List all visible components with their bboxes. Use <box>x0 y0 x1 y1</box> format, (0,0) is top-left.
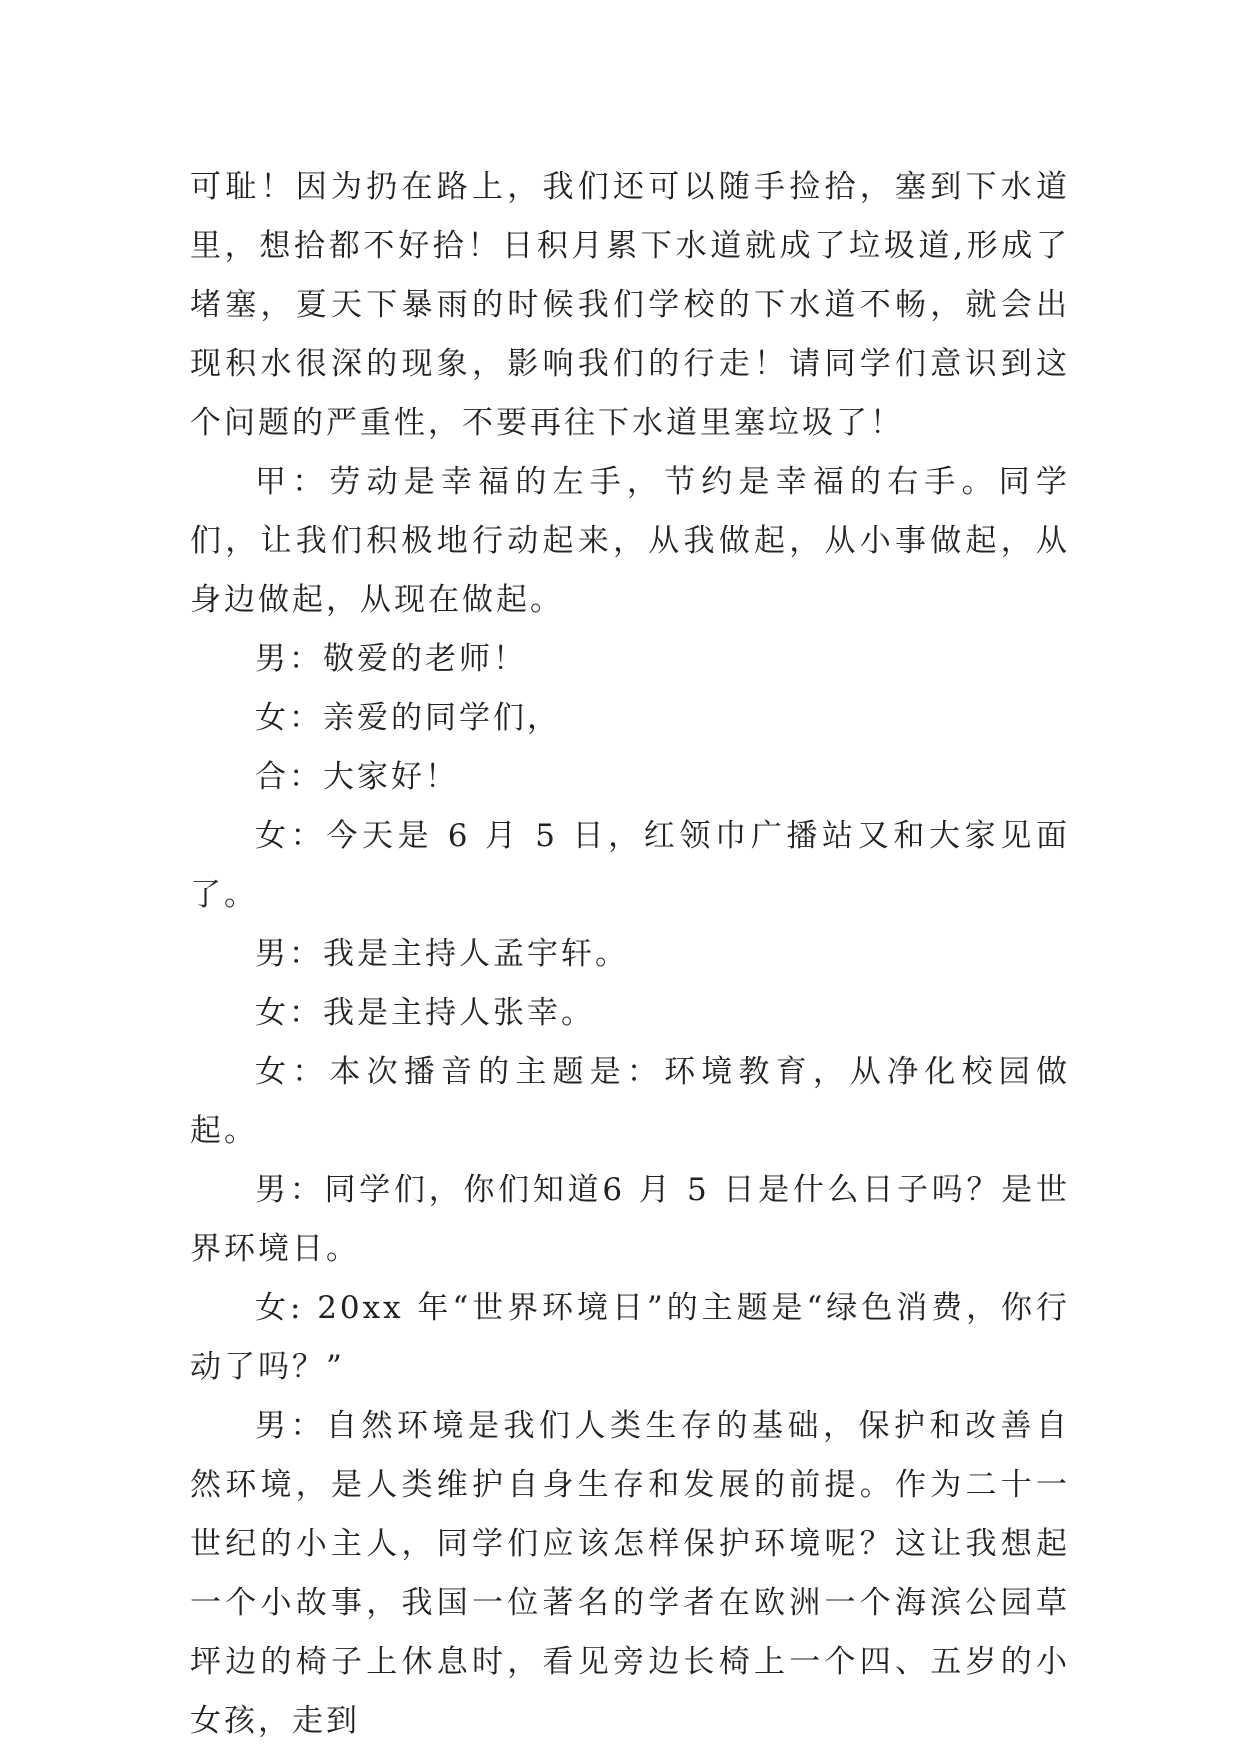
paragraph-11: 女: 20xx 年“世界环境日”的主题是“绿色消费，你行动了吗？” <box>190 1290 1070 1385</box>
paragraph-5: 合：大家好！ <box>255 759 459 795</box>
paragraph-7: 男：我是主持人孟宇轩。 <box>255 936 629 972</box>
paragraph-6: 女：今天是 6 月 5 日，红领巾广播站又和大家见面了。 <box>190 818 1070 913</box>
paragraph-1: 可耻！因为扔在路上，我们还可以随手捡拾，塞到下水道里，想拾都不好拾！日积月累下水道就成了垃圾道,形成了堵塞，夏天下暴雨的时候我们学校的下水道不畅，就会出现积水很深的现象，影响我们的行走！请同学们意识到这个问题的严重性，不要再往下水道里塞垃圾了！ <box>190 169 1070 441</box>
document-body <box>190 158 1070 1751</box>
paragraph-12: 男：自然环境是我们人类生存的基础，保护和改善自然环境，是人类维护自身生存和发展的前提。作为二十一世纪的小主人，同学们应该怎样保护环境呢？这让我想起一个小故事，我国一位著名的学者在欧洲一个海滨公园草坪边的椅子上休息时，看见旁边长椅上一个四、五岁的小女孩，走到 <box>190 1408 1070 1739</box>
paragraph-8: 女：我是主持人张幸。 <box>255 995 595 1031</box>
paragraph-2: 甲：劳动是幸福的左手，节约是幸福的右手。同学们，让我们积极地行动起来，从我做起，从小事做起，从身边做起，从现在做起。 <box>190 464 1070 618</box>
paragraph-10: 男：同学们，你们知道6 月 5 日是什么日子吗？是世界环境日。 <box>190 1172 1070 1267</box>
paragraph-3: 男：敬爱的老师！ <box>255 641 527 677</box>
paragraph-4: 女：亲爱的同学们， <box>255 700 561 736</box>
paragraph-9: 女：本次播音的主题是：环境教育，从净化校园做起。 <box>190 1054 1070 1149</box>
